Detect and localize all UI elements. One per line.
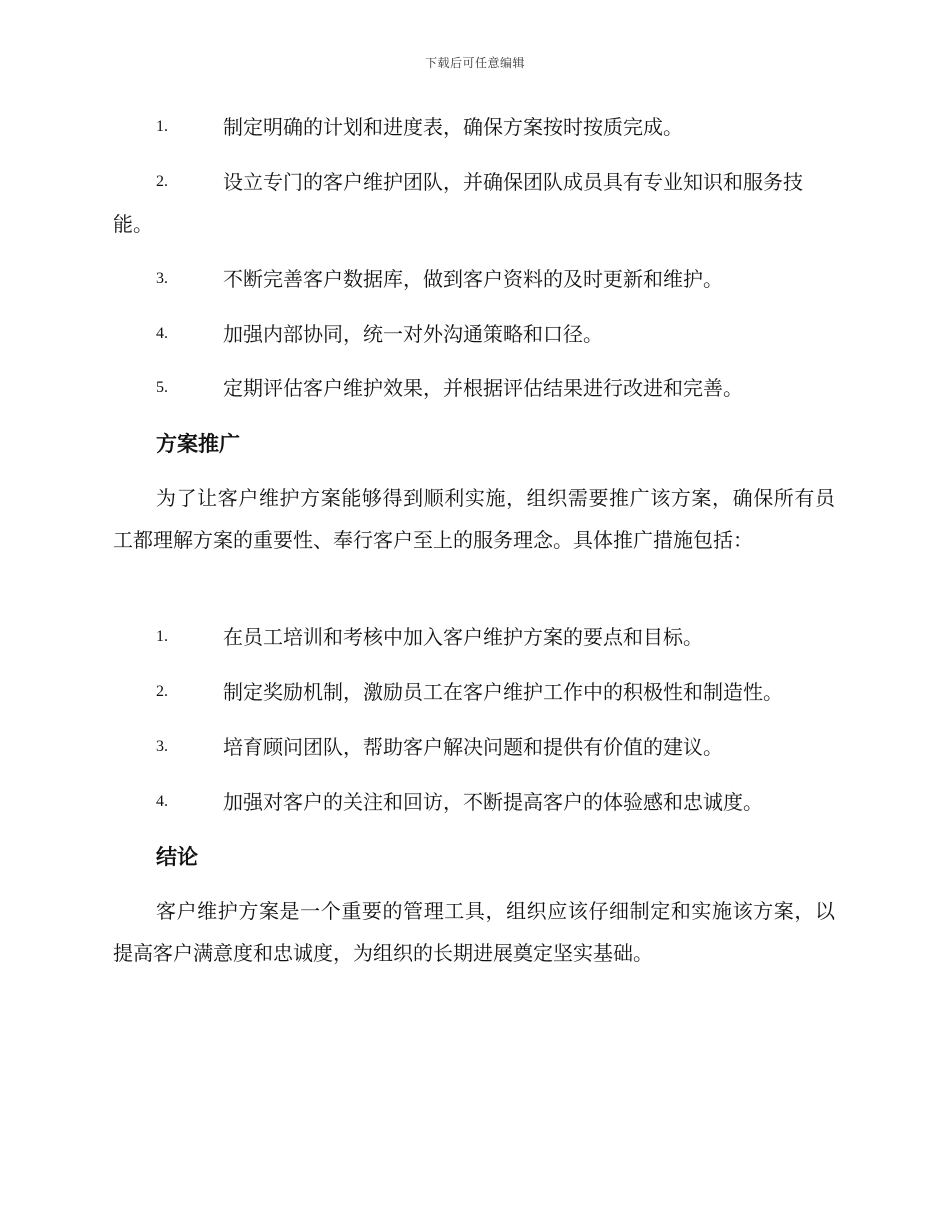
list-item-text: 制定明确的计划和进度表，确保方案按时按质完成。: [223, 115, 683, 139]
section-paragraph-promotion: 为了让客户维护方案能够得到顺利实施，组织需要推广该方案，确保所有员工都理解方案的重要性、奉行客户至上的服务理念。具体推广措施包括：: [113, 486, 835, 552]
list-item-text: 培育顾问团队，帮助客户解决问题和提供有价值的建议。: [223, 735, 723, 759]
list-item-text: 不断完善客户数据库，做到客户资料的及时更新和维护。: [223, 267, 723, 291]
section-paragraph-conclusion: 客户维护方案是一个重要的管理工具，组织应该仔细制定和实施该方案，以提高客户满意度和忠诚度，为组织的长期进展奠定坚实基础。: [113, 899, 835, 965]
section-heading-promotion: 方案推广: [156, 431, 240, 456]
list-item: [113, 616, 835, 658]
list-item-text: 在员工培训和考核中加入客户维护方案的要点和目标。: [223, 625, 703, 649]
list-item-number: 1.: [156, 118, 168, 135]
list-item-number: 5.: [156, 379, 168, 396]
list-item: [113, 367, 835, 409]
list-item-text: 设立专门的客户维护团队，并确保团队成员具有专业知识和服务技能。: [113, 170, 803, 236]
list-item-number: 2.: [156, 173, 168, 190]
list-item: [113, 781, 835, 823]
list-item-number: 3.: [156, 270, 168, 287]
list-item: [113, 726, 835, 768]
list-item: [113, 258, 835, 300]
section-heading-conclusion: 结论: [156, 844, 198, 869]
list-item-number: 3.: [156, 738, 168, 755]
list-item-text: 制定奖励机制，激励员工在客户维护工作中的积极性和制造性。: [223, 680, 783, 704]
list-item: [113, 161, 835, 245]
list-item-number: 1.: [156, 628, 168, 645]
list-item-number: 4.: [156, 325, 168, 342]
list-item: [113, 313, 835, 355]
list-item: [113, 671, 835, 713]
list-item-text: 加强对客户的关注和回访，不断提高客户的体验感和忠诚度。: [223, 790, 763, 814]
list-item-text: 加强内部协同，统一对外沟通策略和口径。: [223, 322, 603, 346]
list-item-number: 4.: [156, 793, 168, 810]
list-item-text: 定期评估客户维护效果，并根据评估结果进行改进和完善。: [223, 376, 743, 400]
list-item: [113, 106, 835, 148]
page-header-note: 下载后可任意编辑: [424, 56, 525, 70]
list-item-number: 2.: [156, 683, 168, 700]
